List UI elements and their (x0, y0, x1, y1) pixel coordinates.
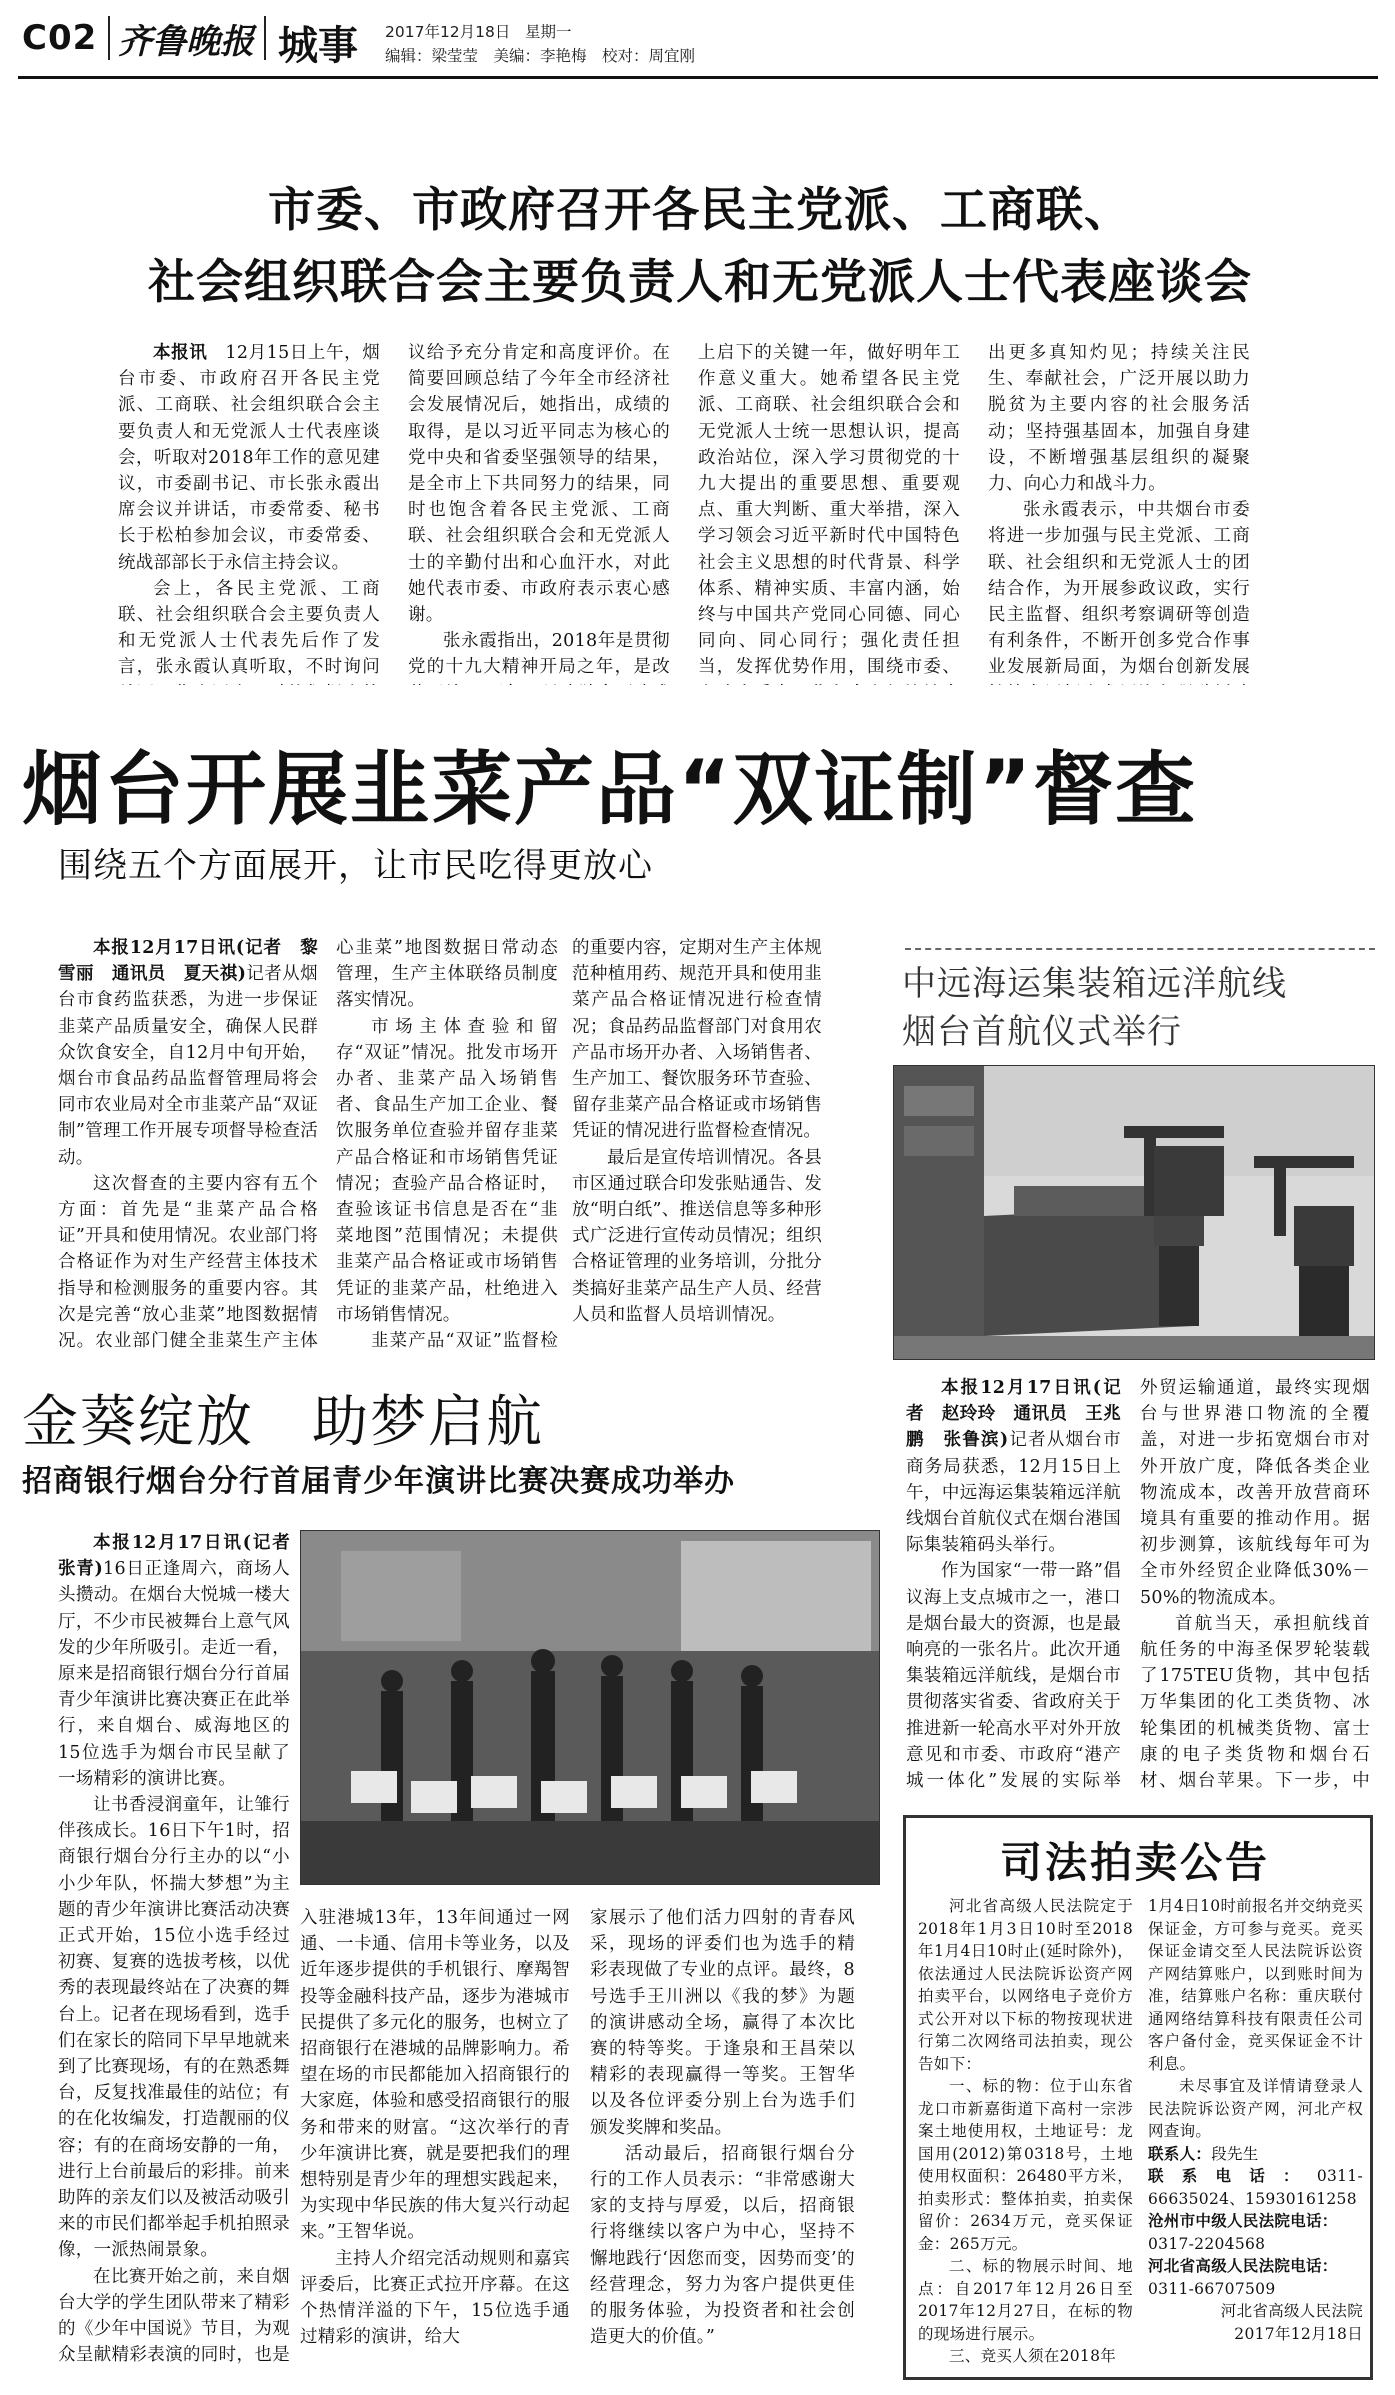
article4-col1 (58, 1530, 290, 2370)
notice-item2: 二、标的物展示时间、地点：自2017年12月26日至2017年12月27日，在标的物的现场进行展示。 (918, 2257, 1133, 2343)
header-divider (108, 16, 110, 60)
article2-col3-p1: 的重要内容，定期对生产主体规范种植用药、规范开具和使用韭菜产品合格证情况进行检查情况；食品药品监督部门对食用农产品市场开办者、入场销售者、生产加工、餐饮服务环节查验、留存韭菜产品合格证或市场销售凭证的情况进行监督检查情况。 (572, 938, 822, 1142)
article4-col3-p2: 活动最后，招商银行烟台分行的工作人员表示：“非常感谢大家的支持与厚爱，以后，招商银行将继续以客户为中心，坚持不懈地践行‘因您而变，因势而变’的经营理念，努力为客户提供更佳的服务体验，为投资者和社会创造更大的价值。” (590, 2143, 855, 2348)
notice-col2-p1: 1月4日10时前报名并交纳竞买保证金，方可参与竞买。竞买保证金请交至人民法院诉讼资产网结算账户，以到账时间为准，结算账户名称：重庆联付通网络结算科技有限责任公司客户备付金，竞买保证金不计利息。 (1148, 1897, 1363, 2073)
article3-title-line2: 烟台首航仪式举行 (902, 1012, 1182, 1052)
article3-col2 (1140, 1375, 1370, 1795)
port-photo (893, 1065, 1375, 1360)
article3-col1-p1: 记者从烟台市商务局获悉，12月15日上午，中远海运集装箱远洋航线烟台首航仪式在烟台港国际集装箱码头举行。 (906, 1430, 1121, 1556)
article4-col2 (300, 1905, 570, 2375)
header-rule (18, 76, 1378, 79)
notice-signature: 河北省高级人民法院 (1220, 2302, 1363, 2320)
article1-col3 (698, 340, 960, 685)
article4-title: 金葵绽放 助梦启航 (22, 1390, 544, 1455)
article4-lead: 本报12月17日讯(记者 张青) (58, 1533, 290, 1580)
article2-col1-p1: 记者从烟台市食药监获悉，为进一步保证韭菜产品质量安全，确保人民群众饮食安全，自12月中旬开始，烟台市食品药品监督管理局将会同市农业局对全市韭菜产品“双证制”管理工作开展专项督导检查活动。 (58, 964, 318, 1168)
article2-col2-p1: 心韭菜”地图数据日常动态管理，生产主体联络员制度落实情况。 (336, 938, 558, 1011)
article1-lead: 本报讯 (153, 343, 208, 363)
event-photo-illustration (301, 1531, 880, 1885)
issue-weekday: 星期一 (525, 23, 572, 41)
article4-col3-p1: 家展示了他们活力四射的青春风采，现场的评委们也为选手的精彩表现做了专业的点评。最终，8号选手王川洲以《我的梦》为题的演讲感动全场，赢得了本次比赛的特等奖。于逢泉和王昌荣以精彩的表现赢得一等奖。王智华以及各位评委分别上台为选手们颁发奖牌和奖品。 (590, 1908, 855, 2138)
article3-col2-p1: 外贸运输通道，最终实现烟台与世界港口物流的全覆盖，对进一步拓宽烟台市对外开放广度，降低各类企业物流成本，改善开放营商环境具有重要的推动作用。据初步测算，该航线每年可为全市外经贸企业降低30%－50%的物流成本。 (1140, 1378, 1370, 1608)
article1-col4-p1: 出更多真知灼见；持续关注民生、奉献社会，广泛开展以助力脱贫为主要内容的社会服务活动；坚持强基固本，加强自身建设，不断增强基层组织的凝聚力、向心力和战斗力。 (988, 343, 1250, 495)
event-photo (300, 1530, 880, 1885)
notice-col1 (918, 1895, 1133, 2370)
article4-col1-p2: 让书香浸润童年，让雏行伴孩成长。16日下午1时，招商银行烟台分行主办的以“小小少年队，怀揣大梦想”为主题的青少年演讲比赛活动决赛正式开始，15位小选手经过初赛、复赛的选拔考核，以优秀的表现最终站在了决赛的舞台上。记者在现场看到，选手们在家长的陪同下早早地就来到了比赛现场，有的在熟悉舞台，反复找准最佳的站位；有的在化妆编发，打造靓丽的仪容；有的在商场安静的一角，进行上台前最后的彩排。前来助阵的亲友们以及被活动吸引来的市民们都举起手机拍照录像，一派热闹景象。 (58, 1795, 290, 2261)
notice-phone: 0311-66635024、15930161258 (1148, 2167, 1363, 2208)
article3-top-rule (905, 948, 1375, 950)
article1-col1 (118, 340, 380, 685)
article1-col2-p2: 张永霞指出，2018年是贯彻党的十九大精神开局之年，是改 (408, 631, 670, 678)
issue-date: 2017年12月18日 (385, 23, 511, 41)
article2-subtitle: 围绕五个方面展开，让市民吃得更放心 (58, 846, 653, 886)
article2-col3 (572, 935, 822, 1355)
article2-col1 (58, 935, 318, 1355)
article1-col1-p2: 会上，各民主党派、工商联、社会组织联合会主要负责人和无党派人士代表先后作了发言，张永霞认真听取，不时询问 (118, 578, 380, 678)
article2-col2-p2: 市场主体查验和留存“双证”情况。批发市场开办者、韭菜产品入场销售者、食品生产加工企业、餐饮服务单位查验并留存韭菜产品合格证和市场销售凭证情况；查验产品合格证时，查验该证书信息是否在“韭菜地图”范围情况；未提供韭菜产品合格证或市场销售凭证的韭菜产品，杜绝进入市场销售情况。 (336, 1016, 558, 1325)
article3-title-line1: 中远海运集装箱远洋航线 (902, 964, 1287, 1004)
article2-col2-p3: 韭菜产品“双证”监督检 (371, 1331, 558, 1352)
notice-item1: 一、标的物：位于山东省龙口市新嘉街道下高村一宗涉案土地使用权，土地证号：龙国用(2012)第0318号，土地使用权面积：26480平方米，拍卖形式：整体拍卖，拍卖保留价：2634万元，竞买保证金：265万元。 (918, 2077, 1133, 2253)
article2-col3-p2: 最后是宣传培训情况。各县市区通过联合印发张贴通告、发放“明白纸”、推送信息等多种形式广泛进行宣传动员情况；组织合格证管理的业务培训，分批分类搞好韭菜产品生产人员、经营人员和监督人员培训情况。 (572, 1147, 822, 1325)
article2-col2 (336, 935, 558, 1355)
notice-item3: 三、竞买人须在2018年 (949, 2347, 1117, 2365)
notice-contact-label: 联系人： (1148, 2143, 1212, 2163)
notice-court2-phone: 0311-66707509 (1148, 2279, 1276, 2298)
notice-intro: 河北省高级人民法院定于2018年1月3日10时至2018年1月4日10时止(延时除外)，依法通过人民法院诉讼资产网拍卖平台，以网络电子竞价方式公开对以下标的物按现状进行第二次网络司法拍卖，现公告如下： (918, 1897, 1133, 2073)
notice-contact-name: 段先生 (1211, 2144, 1259, 2163)
notice-col2 (1148, 1895, 1363, 2370)
article1-col2 (408, 340, 670, 685)
article3-col1 (906, 1375, 1121, 1795)
notice-court2: 河北省高级人民法院电话： (1148, 2256, 1338, 2275)
notice-date: 2017年12月18日 (1234, 2324, 1363, 2343)
article4-col3 (590, 1905, 855, 2375)
article1-col3-p1: 上启下的关键一年，做好明年工作意义重大。她希望各民主党派、工商联、社会组织联合会和无党派人士统一思想认识，提高政治站位，深入学习贯彻党的十九大提出的重要思想、重要观点、重大判断、重大举措，深入学习领会习近平新时代中国特色社会主义思想的时代背景、科学体系、精神实质、丰富内涵，始终与中国共产党同心同德、同心同向、同心同行；强化责任担当，发挥优势作用，围绕市委、 (698, 343, 960, 678)
auction-notice-title: 司法拍卖公告 (1000, 1838, 1271, 1887)
article1-col1-p1: 12月15日上午，烟台市委、市政府召开各民主党派、工商联、社会组织联合会主要负责人和无党派人士代表座谈会，听取对2018年工作的意见建议，市委副书记、市长张永霞出席会议并讲话，市委常委、秘书长于松柏参加会议，市委常委、统战部部长于永信主持会议。 (118, 343, 380, 573)
page-number: C02 (22, 18, 98, 58)
article1-col4-p2: 张永霞表示，中共烟台市委将进一步加强与民主党派、工商联、社会组织和无党派人士的团结合作，为开展参政议政，实行民主监督、组织考察调研等创造有利条件，不断开创多党合作事业发展新局面，为烟台创新发展 (988, 500, 1250, 678)
article4-col2-p2: 主持人介绍完活动规则和嘉宾评委后，比赛正式拉开序幕。在这个热情洋溢的下午，15位选手通过精彩的演讲，给大 (300, 2248, 570, 2348)
article4-col1-p1: 16日正逢周六，商场人头攒动。在烟台大悦城一楼大厅，不少市民被舞台上意气风发的少年所吸引。走近一看，原来是招商银行烟台分行首届青少年演讲比赛决赛正在此举行，来自烟台、威海地区的15位选手为烟台市民呈献了一场精彩的演讲比赛。 (58, 1559, 290, 1789)
article4-subtitle: 招商银行烟台分行首届青少年演讲比赛决赛成功举办 (22, 1464, 735, 1499)
notice-phone-label: 联系电话： (1148, 2166, 1317, 2185)
port-photo-illustration (894, 1066, 1375, 1360)
article3-lead: 本报12月17日讯(记者 赵玲玲 通讯员 王兆鹏 张鲁滨) (906, 1378, 1121, 1451)
editor-credits: 编辑：梁莹莹 美编：李艳梅 校对：周宜刚 (385, 47, 696, 65)
paper-logo: 齐鲁晚报 (118, 22, 254, 62)
notice-col2-p2: 未尽事宜及详情请登录人民法院诉讼资产网，河北产权网查询。 (1148, 2077, 1363, 2140)
article3-col2-p2: 首航当天，承担航线首航任务的中海圣保罗轮装载了175TEU货物，其中包括万华集团的化工类货物、冰轮集团的机械类货物、富士康的电子类货物和烟台石材、烟台苹果。下一步，中 (1140, 1613, 1370, 1792)
article1-title-line2: 社会组织联合会主要负责人和无党派人士代表座谈会 (148, 255, 1252, 310)
article2-lead: 本报12月17日讯(记者 黎雪丽 通讯员 夏天祺) (58, 938, 318, 985)
article1-col2-p1: 议给予充分肯定和高度评价。在简要回顾总结了今年全市经济社会发展情况后，她指出，成绩的取得，是以习近平同志为核心的党中央和省委坚强领导的结果，是全市上下共同努力的结果，同时也饱含着各民主党派、工商联、社会组织联合会和无党派人士的辛勤付出和心血汗水，对此她代表市委、市政府表示衷心感谢。 (408, 343, 670, 626)
article4-col2-p1: 入驻港城13年，13年间通过一网通、一卡通、信用卡等业务，以及近年逐步提供的手机银行、摩羯智投等金融科技产品，逐步为港城市民提供了多元化的服务，也树立了招商银行在港城的品牌影响力。希望在场的市民都能加入招商银行的大家庭，体验和感受招商银行的服务和带来的财富。“这次举行的青少年演讲比赛，就是要把我们的理想特别是青少年的理想实践起来，为实现中华民族的伟大复兴行动起来。”王智华说。 (300, 1908, 570, 2243)
article3-col1-p2: 作为国家“一带一路”倡议海上支点城市之一，港口是烟台最大的资源，也是最响亮的一张名片。此次开通集装箱远洋航线，是烟台市贯彻落实省委、省政府关于推进新一轮高水平对外开放意见和市委、市政府“港产城一体化”发展的实际举 (906, 1561, 1121, 1792)
notice-court1: 沧州市中级人民法院电话： (1148, 2211, 1338, 2230)
article2-col1-p2: 这次督查的主要内容有五个方面：首先是“韭菜产品合格证”开具和使用情况。农业部门将合格证作为对生产经营主体技术指导和检测服务的重要内容。其次是完善“放心韭菜”地图数据情况。农业部门健全韭菜生产主体 (58, 1173, 318, 1352)
article2-title: 烟台开展韭菜产品“双证制”督查 (22, 743, 1198, 836)
header-divider (264, 16, 266, 60)
section-name: 城事 (278, 23, 358, 69)
article1-title-line1: 市委、市政府召开各民主党派、工商联、 (268, 183, 1132, 238)
article1-col4 (988, 340, 1250, 685)
article4-col1-p3: 在比赛开始之前，来自烟台大学的学生团队带来了精彩的《少年中国说》节目，为观众呈献精彩表演的同时，也是 (58, 2266, 290, 2366)
notice-court1-phone: 0317-2204568 (1148, 2234, 1266, 2253)
